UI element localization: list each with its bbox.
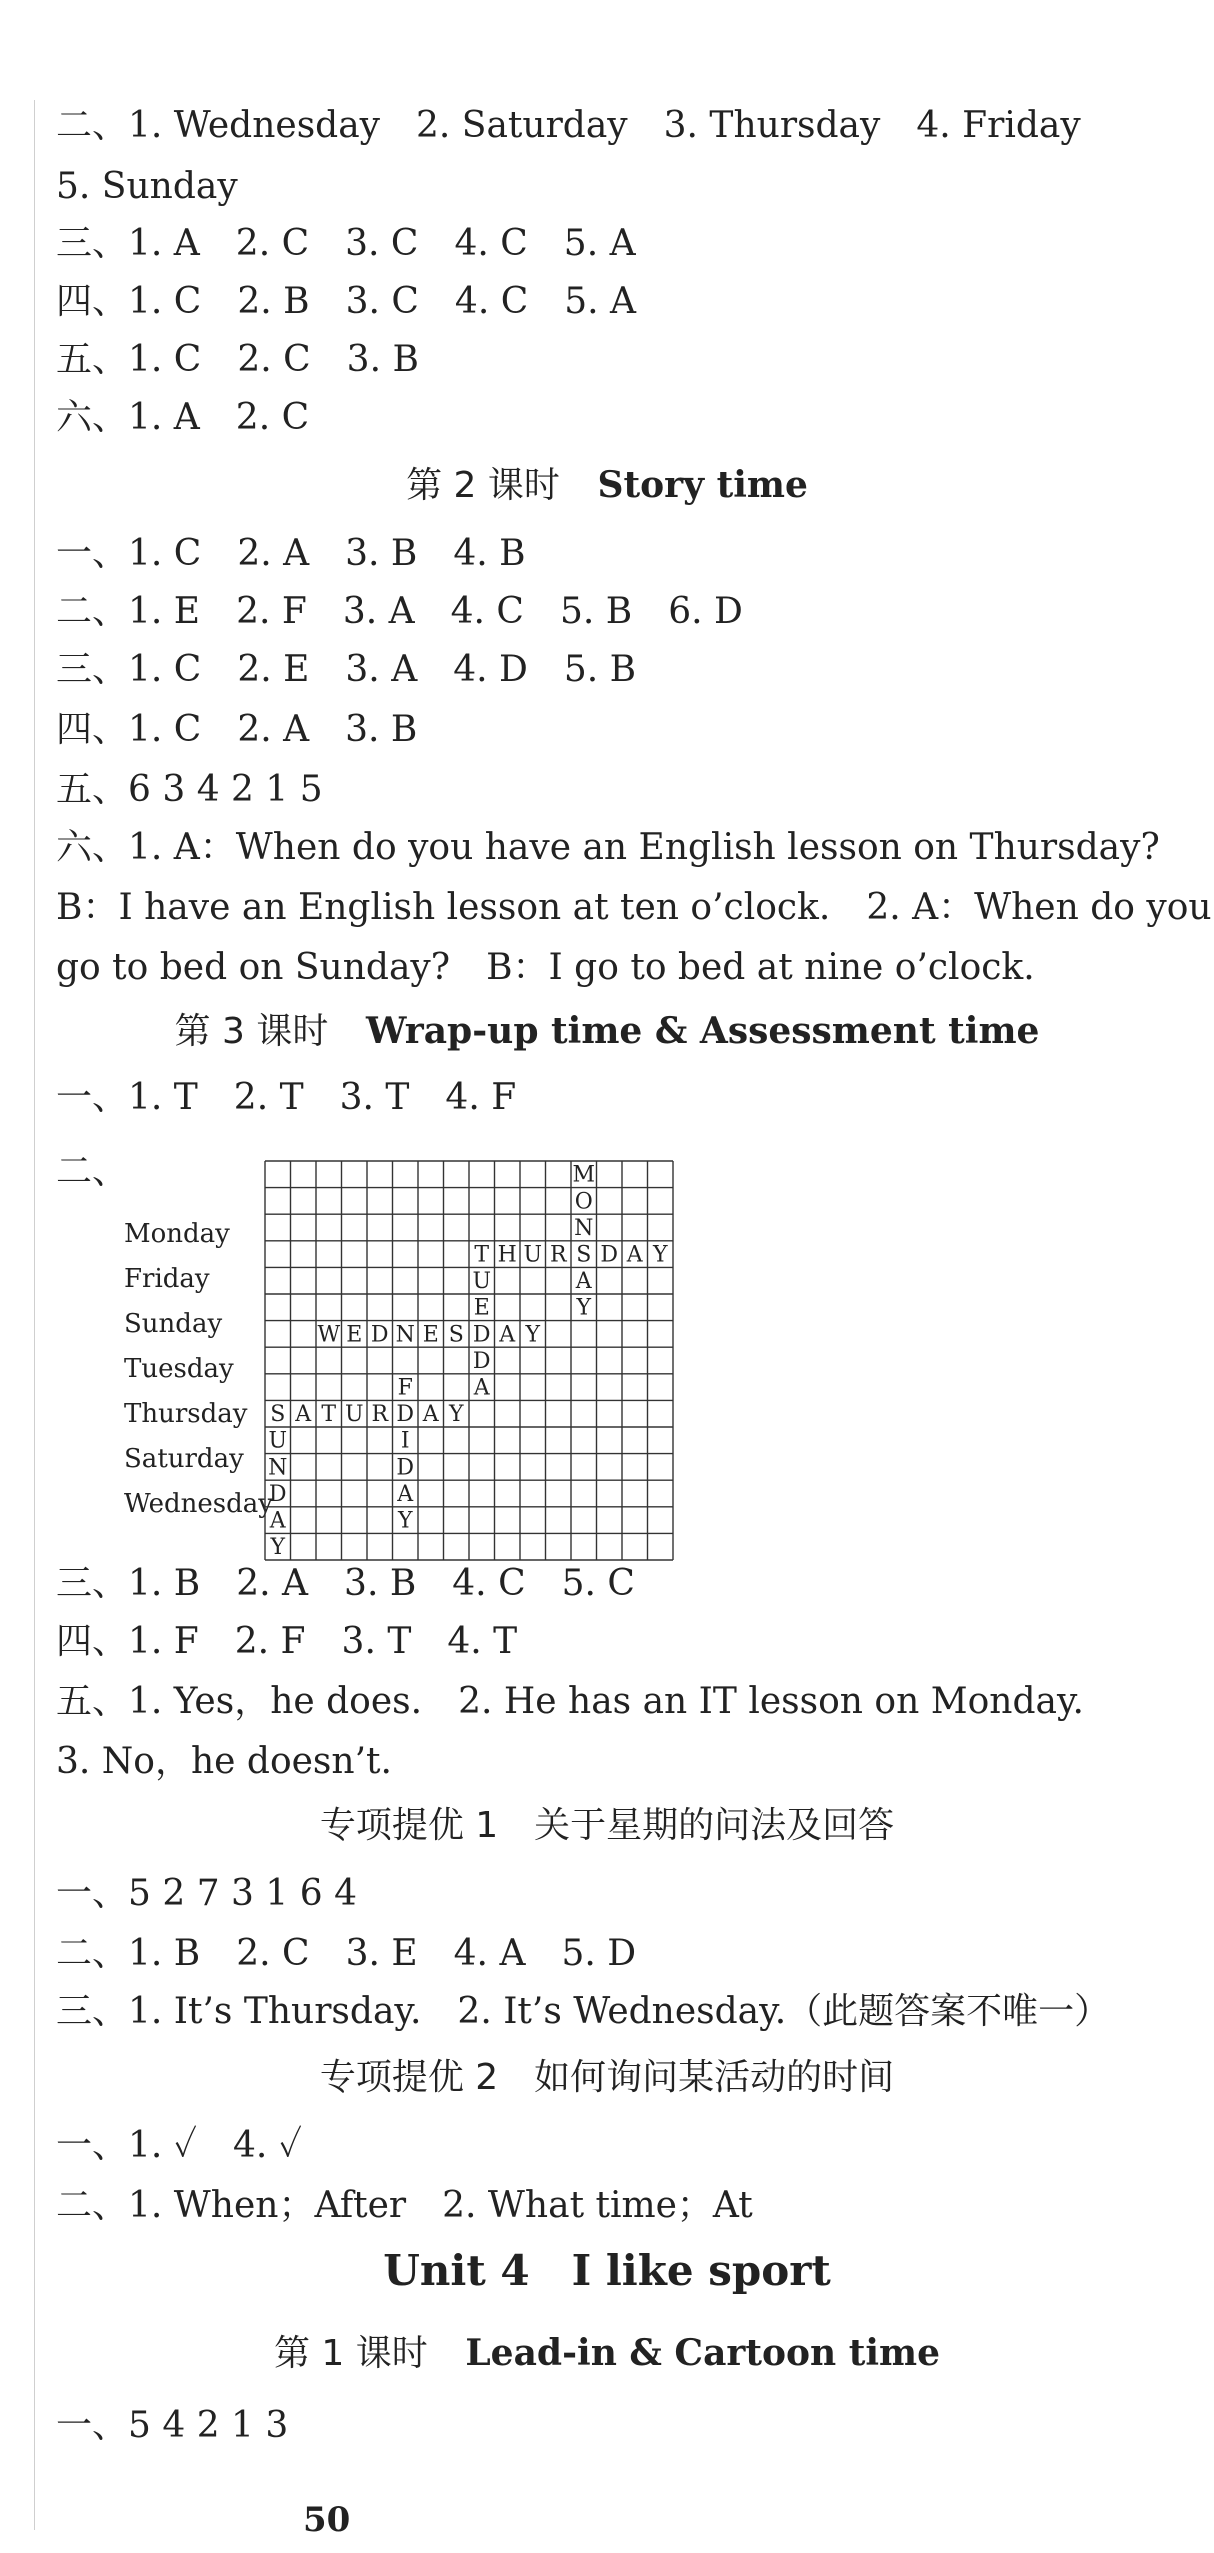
- grid-letter: D: [600, 1242, 619, 1268]
- answer-line: 五、6 3 4 2 1 5: [56, 769, 323, 810]
- grid-letter: S: [270, 1402, 286, 1428]
- grid-letter: M: [572, 1162, 596, 1188]
- answer-line: 三、1. B 2. A 3. B 4. C 5. C: [56, 1563, 635, 1604]
- grid-letter: O: [574, 1189, 593, 1215]
- grid-letter: E: [346, 1322, 363, 1348]
- grid-letter: R: [371, 1402, 389, 1428]
- answer-line: 四、1. C 2. A 3. B: [56, 709, 418, 750]
- grid-letter: R: [549, 1242, 567, 1268]
- answer-line: 二、: [56, 1151, 129, 1192]
- answer-line: 二、1. When；After 2. What time；At: [56, 2185, 753, 2226]
- special-heading: 专项提优 2 如何询问某活动的时间: [319, 2057, 895, 2098]
- answer-line: B：I have an English lesson at ten o’clock. 2. A：When do you: [56, 887, 1212, 928]
- grid-letter: A: [397, 1481, 414, 1507]
- grid-letter: U: [344, 1402, 364, 1428]
- grid-letter: U: [523, 1242, 543, 1268]
- grid-letter: A: [473, 1375, 490, 1401]
- answer-line: 二、1. B 2. C 3. E 4. A 5. D: [56, 1933, 637, 1974]
- grid-letter: A: [422, 1402, 439, 1428]
- answer-line: 五、1. C 2. C 3. B: [56, 339, 419, 380]
- answer-line: 3. No，he doesn’t.: [56, 1741, 392, 1782]
- grid-letter: D: [472, 1322, 491, 1348]
- grid-letter: S: [448, 1322, 464, 1348]
- grid-letter: A: [295, 1402, 312, 1428]
- grid-letter: H: [497, 1242, 517, 1268]
- grid-letter: W: [317, 1322, 341, 1348]
- lesson-heading: 第 3 课时 Wrap-up time & Assessment time: [174, 1010, 1040, 1052]
- answer-line: 三、1. It’s Thursday. 2. It’s Wednesday.（此题答案不唯一）: [56, 1991, 1111, 2032]
- answer-line: 一、5 2 7 3 1 6 4: [56, 1873, 357, 1914]
- grid-letter: D: [396, 1402, 415, 1428]
- answer-line: 一、5 4 2 1 3: [56, 2405, 289, 2446]
- grid-letter: A: [575, 1269, 592, 1295]
- grid-letter: A: [499, 1322, 516, 1348]
- puzzle-word: Sunday: [124, 1309, 223, 1339]
- answer-line: 一、1. ✓ 4. ✓: [56, 2125, 303, 2166]
- grid-letter: N: [268, 1455, 288, 1481]
- answer-line: 三、1. C 2. E 3. A 4. D 5. B: [56, 649, 637, 690]
- answer-line: 五、1. Yes，he does. 2. He has an IT lesson on Monday.: [56, 1681, 1084, 1722]
- grid-letter: I: [400, 1428, 410, 1454]
- lesson-heading: 第 2 课时 Story time: [406, 464, 808, 506]
- answer-line: go to bed on Sunday? B：I go to bed at nine o’clock.: [56, 947, 1035, 988]
- page-number: 50: [303, 2500, 351, 2540]
- grid-letter: D: [472, 1348, 491, 1374]
- grid-letter: A: [626, 1242, 643, 1268]
- puzzle-word: Tuesday: [124, 1354, 234, 1384]
- grid-letter: T: [321, 1402, 337, 1428]
- grid-letter: U: [472, 1269, 492, 1295]
- answer-line: 六、1. A：When do you have an English lesson on Thursday?: [56, 827, 1160, 868]
- grid-letter: D: [396, 1455, 415, 1481]
- puzzle-word: Monday: [124, 1219, 230, 1249]
- puzzle-word-list: [124, 1212, 273, 1527]
- grid-letter: F: [397, 1375, 413, 1401]
- grid-letter: Y: [397, 1508, 413, 1534]
- grid-letter: E: [473, 1295, 490, 1321]
- grid-letter: Y: [270, 1535, 286, 1561]
- puzzle-word: Thursday: [124, 1399, 248, 1429]
- grid-letter: N: [574, 1215, 594, 1241]
- grid-letter: A: [269, 1508, 286, 1534]
- unit-title: Unit 4 I like sport: [383, 2246, 831, 2295]
- answer-line: 三、1. A 2. C 3. C 4. C 5. A: [56, 223, 636, 264]
- answer-line: 一、1. T 2. T 3. T 4. F: [56, 1077, 517, 1118]
- grid-letter: S: [576, 1242, 592, 1268]
- special-heading: 专项提优 1 关于星期的问法及回答: [319, 1805, 895, 1846]
- grid-letter: E: [422, 1322, 439, 1348]
- puzzle-word: Wednesday: [124, 1489, 273, 1519]
- grid-letter: N: [395, 1322, 415, 1348]
- puzzle-word: Friday: [124, 1264, 210, 1294]
- grid-letter: D: [370, 1322, 389, 1348]
- answer-line: 二、1. E 2. F 3. A 4. C 5. B 6. D: [56, 591, 743, 632]
- grid-letter: D: [268, 1481, 287, 1507]
- lesson-heading: 第 1 课时 Lead-in & Cartoon time: [273, 2332, 941, 2374]
- word-search-grid: [264, 1160, 674, 1565]
- answer-line: 二、1. Wednesday 2. Saturday 3. Thursday 4. Friday: [56, 105, 1081, 146]
- answer-line: 六、1. A 2. C: [56, 397, 310, 438]
- grid-letter: Y: [576, 1295, 592, 1321]
- grid-letter: T: [474, 1242, 490, 1268]
- answer-line: 四、1. F 2. F 3. T 4. T: [56, 1621, 518, 1662]
- grid-letter: Y: [525, 1322, 541, 1348]
- answer-line: 四、1. C 2. B 3. C 4. C 5. A: [56, 281, 637, 322]
- puzzle-word: Saturday: [124, 1444, 244, 1474]
- answer-line: 5. Sunday: [56, 166, 238, 207]
- answer-line: 一、1. C 2. A 3. B 4. B: [56, 533, 526, 574]
- grid-letter: Y: [448, 1402, 464, 1428]
- grid-letter: U: [268, 1428, 288, 1454]
- grid-letter: Y: [652, 1242, 668, 1268]
